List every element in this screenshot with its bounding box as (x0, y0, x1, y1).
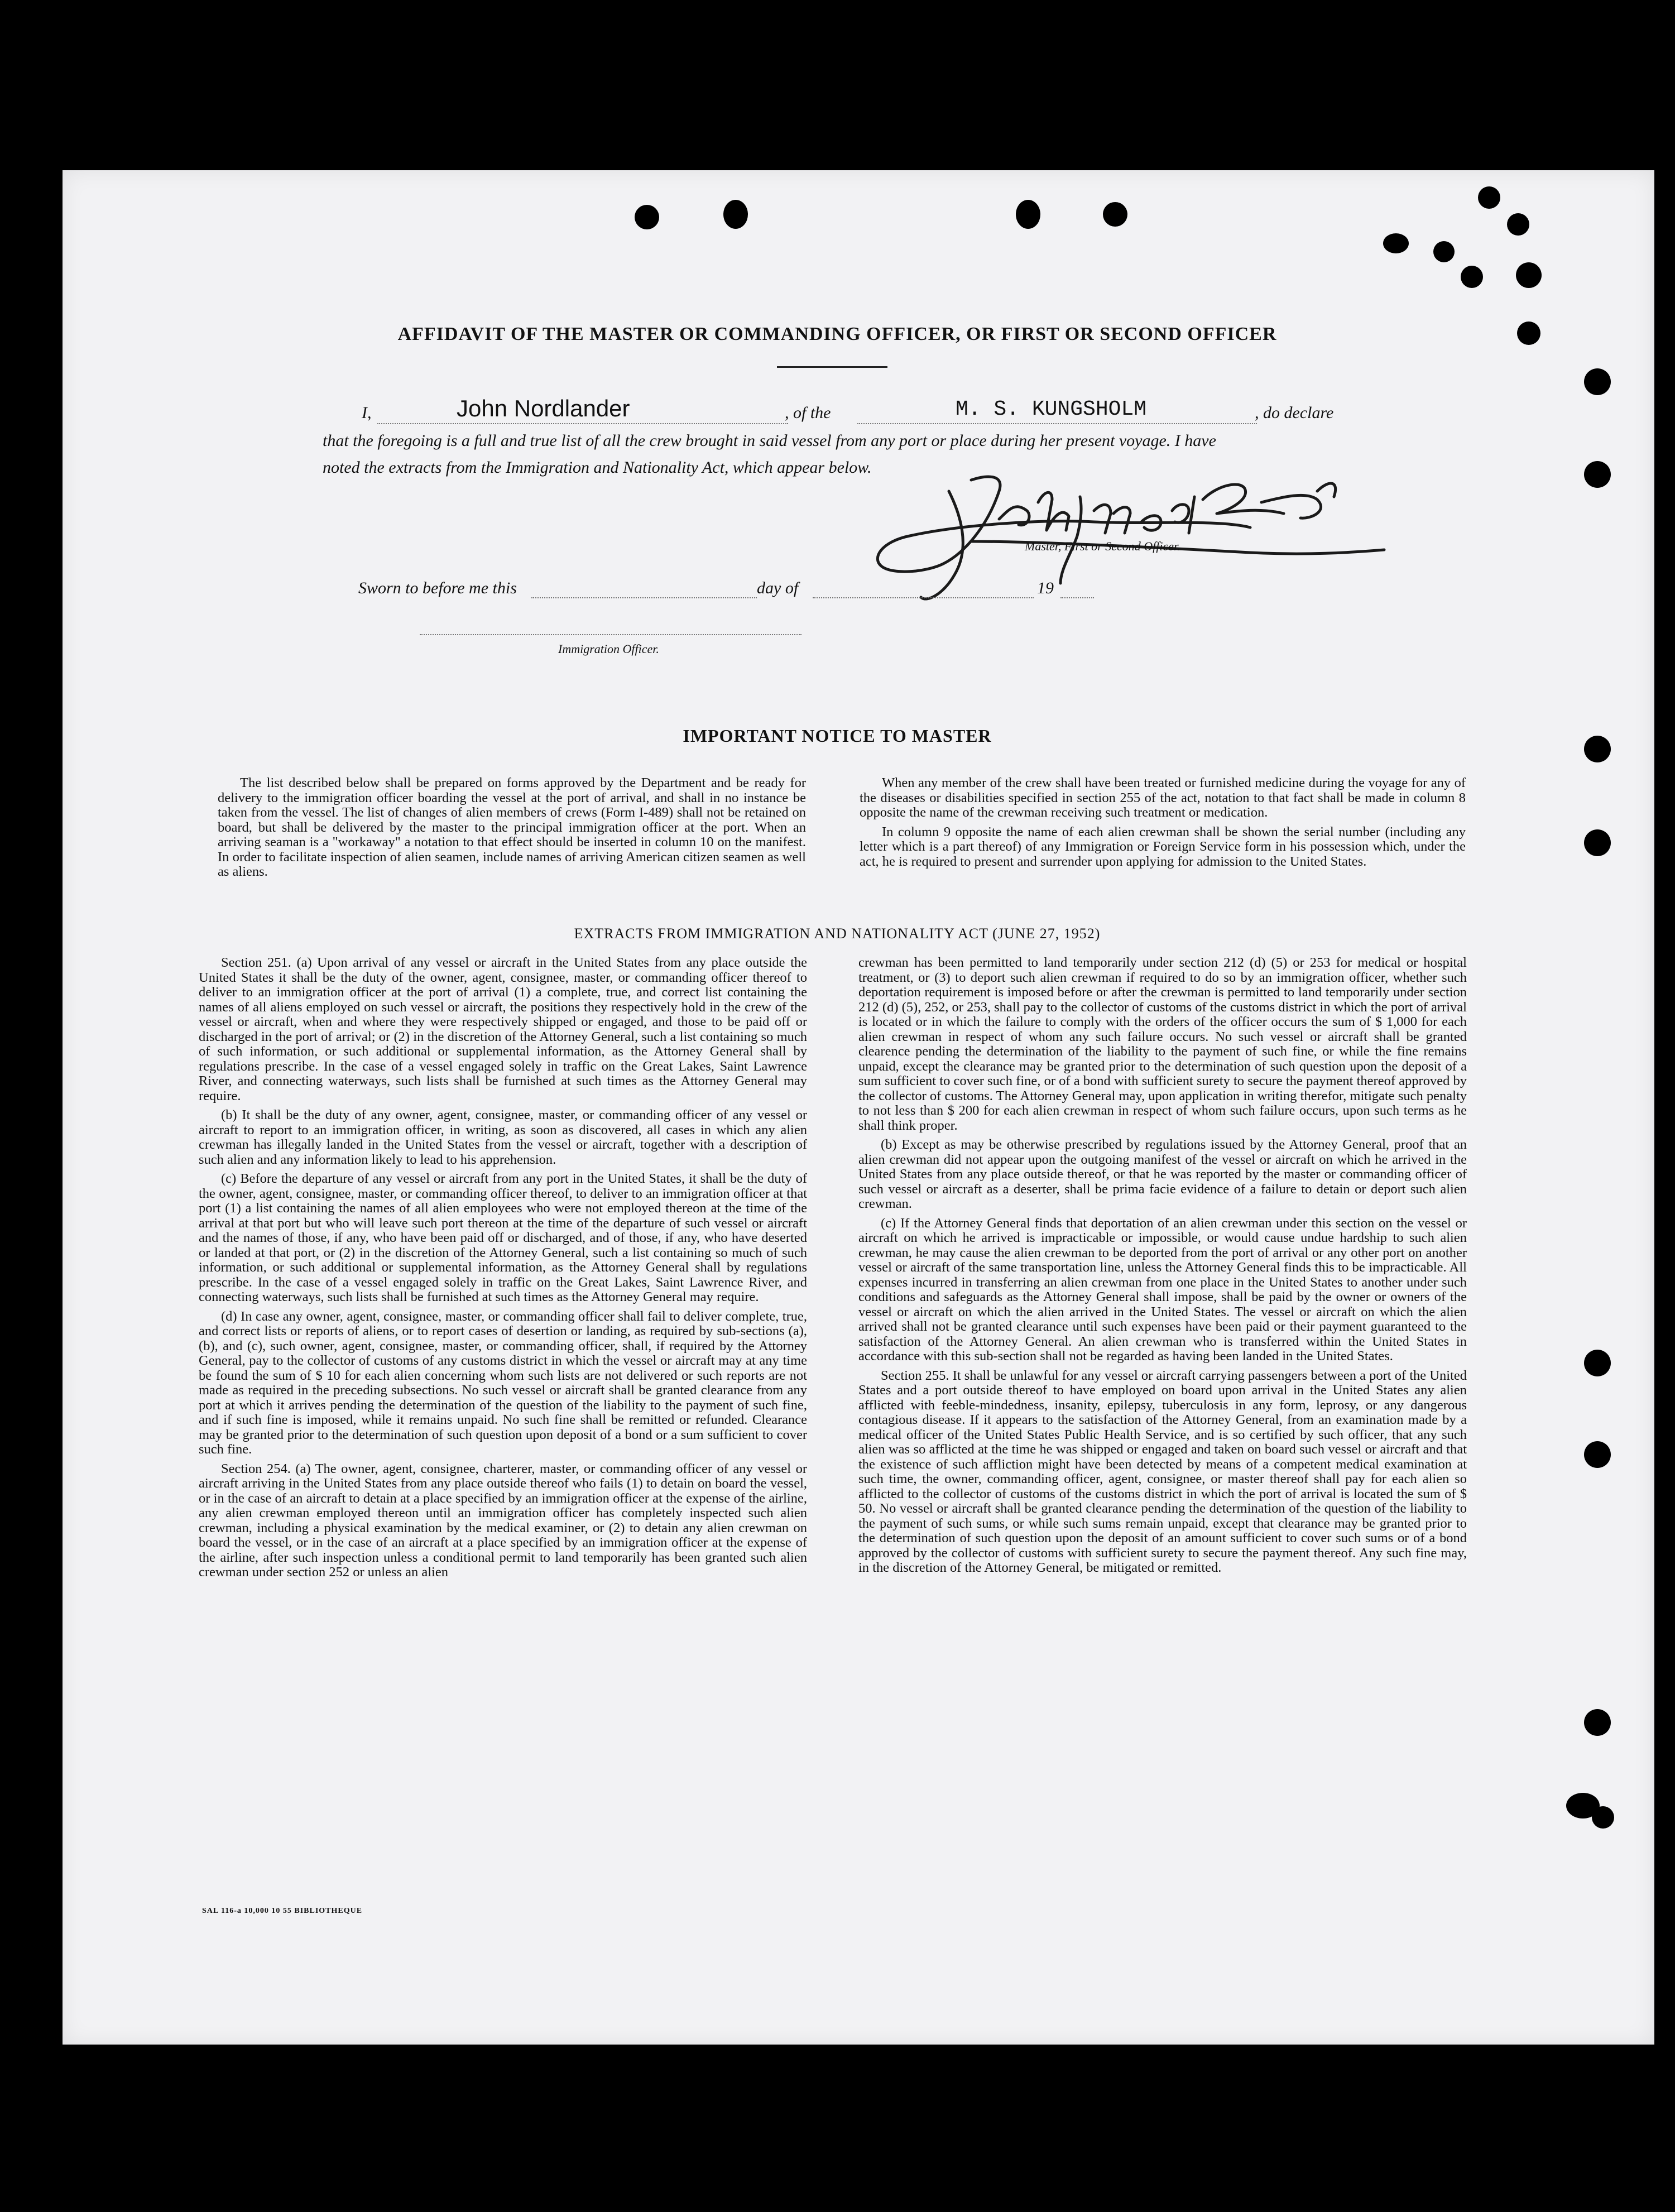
affidavit-title: AFFIDAVIT OF THE MASTER OR COMMANDING OFFICER, OR FIRST OR SECOND OFFICER (397, 324, 1277, 344)
signature-caption: Master, First or Second Officer. (1025, 539, 1180, 553)
punch-hole (1016, 200, 1040, 229)
year-label: 19 (1037, 579, 1054, 597)
punch-hole (1507, 213, 1529, 236)
year-line (1060, 597, 1094, 598)
of-the-label: , of the (785, 404, 831, 422)
title-divider (777, 366, 887, 368)
punch-hole (635, 205, 659, 229)
month-line (813, 597, 1034, 598)
punch-hole (1584, 1709, 1611, 1736)
declaration-line-2: that the foregoing is a full and true list of all the crew brought in said vessel from any port or place during her present voyage. I have (323, 431, 1216, 450)
extract-right-paragraph: (c) If the Attorney General finds that deportation of an alien crewman under this section on the vessel or aircraft on which he arrived is impracticable or impossible, or would cause undue hardship to such alien crewman, he may cause the alien crewman to be deported from the port of arrival or any other port on another vessel or aircraft of the same transportation line, unless the Attorney General finds this to be impracticable. All expenses incurred in transferring an alien crewman from one place in the United States to another under such conditions and safeguards as the Attorney General shall impose, shall be paid by the owner or owners of the vessel or aircraft on which the alien arrived in the United States. The vessel or aircraft on which the alien arrived shall not be granted clearance until such expenses have been paid or their payment guaranteed to the satisfaction of the Attorney General. An alien crewman who is transferred within the United States in accordance with this sub-section shall not be regarded as having been landed in the United States. (858, 1215, 1467, 1364)
notice-left-column (218, 776, 806, 884)
notice-right-paragraph-2: In column 9 opposite the name of each alien crewman shall be shown the serial number (including any letter which is a part thereof) of any Immigration or Foreign Service form in his possession which, under the act, he is required to present and surrender upon applying for admission to the United States. (860, 824, 1466, 869)
punch-hole (1592, 1806, 1614, 1829)
punch-hole (723, 200, 748, 229)
punch-hole (1103, 202, 1127, 227)
form-code: SAL 116-a 10,000 10 55 BIBLIOTHEQUE (202, 1907, 363, 1915)
master-name: John Nordlander (457, 395, 630, 421)
extracts-right-column (858, 956, 1467, 1580)
extract-left-paragraph: Section 251. (a) Upon arrival of any vessel or aircraft in the United States from any place outside the United States it shall be the duty of the owner, agent, consignee, master, or commanding officer thereof to deliver to an immigration officer at the port of arrival (1) a complete, true, and correct list containing the names of all aliens employed on such vessel or aircraft, the positions they respectively hold in the crew of the vessel or aircraft, when and where they were respectively shipped or engaged, and those to be paid off or discharged in the port of arrival; or (2) in the discretion of the Attorney General, such a list containing so much of such information, or such additional or supplemental information, as the Attorney General shall by regulations prescribe. In the case of a vessel engaged solely in traffic on the Great Lakes, Saint Lawrence River, and connecting waterways, such lists shall be furnished at such times as the Attorney General may require. (199, 955, 807, 1103)
punch-hole (1516, 262, 1542, 288)
punch-hole (1383, 233, 1409, 253)
punch-hole (1584, 368, 1611, 395)
i-label: I, (362, 404, 372, 422)
sworn-date-line (531, 597, 757, 598)
punch-hole (1584, 736, 1611, 762)
master-name-line (377, 423, 788, 424)
punch-hole (1433, 241, 1455, 262)
extracts-left-column (199, 956, 807, 1585)
notice-right-paragraph-1: When any member of the crew shall have been treated or furnished medicine during the voyage for any of the diseases or disabilities specified in section 255 of the act, notation to that fact shall be made in column 8 opposite the name of the crewman receiving such treatment or medication. (860, 775, 1466, 820)
day-of-label: day of (757, 579, 799, 597)
notice-right-column (860, 776, 1466, 874)
extract-left-paragraph: Section 254. (a) The owner, agent, consignee, charterer, master, or commanding officer of any vessel or aircraft arriving in the United States from any place outside thereof who fails (1) to detain on board the vessel, or in the case of an aircraft to detain at a place specified by an immigration officer at the expense of the airline, any alien crewman employed thereon until an immigration officer has completely inspected such alien crewman, including a physical examination by the medical examiner, or (2) to detain any alien crewman on board the vessel, or in the case of an aircraft at a place specified by an immigration officer at the expense of the airline, after such inspection unless a conditional permit to land temporarily has been granted such alien crewman under section 252 or unless an alien (199, 1461, 807, 1580)
officer-caption: Immigration Officer. (558, 642, 659, 656)
notice-left-paragraph: The list described below shall be prepared on forms approved by the Department and be ready for delivery to the immigration officer boarding the vessel at the port of arrival, and shall in no instance be taken from the vessel. The list of changes of alien members of crews (Form I-489) shall not be retained on board, but shall be delivered by the master to the principal immigration officer at the port. When an arriving seaman is a "workaway" a notation to that effect should be inserted in column 10 on the manifest. In order to facilitate inspection of alien seamen, include names of arriving American citizen seamen as well as aliens. (218, 775, 806, 879)
master-signature (860, 458, 1418, 614)
punch-hole (1517, 322, 1540, 345)
punch-hole (1584, 829, 1611, 856)
extract-left-paragraph: (d) In case any owner, agent, consignee, master, or commanding officer shall fail to deliver complete, true, and correct lists or reports of aliens, or to report cases of desertion or landing, as required by sub-sections (a), (b), and (c), such owner, agent, consignee, master, or commanding officer, shall, if required by the Attorney General, pay to the collector of customs of any customs district in which the vessel or aircraft may at any time be found the sum of $ 10 for each alien concerning whom such lists are not delivered or such reports are not made as required in the preceding subsections. No such vessel or aircraft shall be granted clearance from any port at which it arrives pending the determination of the question of the liability to the payment of such fine, and if such fine is imposed, while it remains unpaid. No such fine shall be remitted or refunded. Clearance may be granted prior to the determination of such question upon deposit of a bond or a sum sufficient to cover such fine. (199, 1308, 807, 1457)
punch-hole (1584, 1441, 1611, 1468)
extract-left-paragraph: (b) It shall be the duty of any owner, agent, consignee, master, or commanding officer of any vessel or aircraft to report to an immigration officer, in writing, as soon as discovered, all cases in which any alien crewman has illegally landed in the United States from the vessel or aircraft, together with a description of such alien and any information likely to lead to his apprehension. (199, 1107, 807, 1167)
punch-hole (1584, 461, 1611, 488)
punch-hole (1461, 266, 1483, 288)
vessel-line (857, 423, 1257, 424)
extracts-title: EXTRACTS FROM IMMIGRATION AND NATIONALITY ACT (JUNE 27, 1952) (574, 925, 1101, 942)
do-declare-label: , do declare (1255, 404, 1334, 422)
vessel-name: M. S. KUNGSHOLM (956, 397, 1147, 421)
extract-left-paragraph: (c) Before the departure of any vessel or aircraft from any port in the United States, it shall be the duty of the owner, agent, consignee, master, or commanding officer thereof, to deliver to an immigration officer at that port (1) a list containing the names of all alien employees who were not employed thereon at the time of the arrival at that port but who will leave such port thereon at the time of the departure of such vessel or aircraft and the names of those, if any, who have been paid off or discharged, and of those, if any, who have deserted or landed at that port, or (2) in the discretion of the Attorney General, such a list containing so much of such information, or such additional or supplemental information, as the Attorney General shall by regulations prescribe. In the case of a vessel engaged solely in traffic on the Great Lakes, Saint Lawrence River, and connecting waterways, such lists shall be furnished at such times as the Attorney General may require. (199, 1171, 807, 1304)
officer-signature-line (420, 634, 801, 635)
declaration-line-3: noted the extracts from the Immigration and Nationality Act, which appear below. (323, 458, 872, 477)
punch-hole (1478, 186, 1500, 209)
extract-right-paragraph: crewman has been permitted to land temporarily under section 212 (d) (5) or 253 for medical or hospital treatment, or (3) to deport such alien crewman if required to do so by an immigration officer, whether such deportation requirement is imposed before or after the crewman is permitted to land temporarily under section 212 (d) (5), 252, or 253, shall pay to the collector of customs of the customs district in which the port of arrival is located or in which the failure to comply with the orders of the officer occurs the sum of $ 1,000 for each alien crewman in respect of whom any such failure occurs. No such vessel or aircraft shall be granted clearence pending the determination of the liability to the payment of such fine, or while the fine remains unpaid, except the clearance may be granted prior to the determination of such question upon the deposit of a sum sufficient to cover such fine, or of a bond with sufficient surety to secure the payment thereof approved by the collector of customs. The Attorney General may, upon application in writing therefor, mitigate such penalty to not less than $ 200 for each alien crewman in respect of whom such failure occurs, upon such terms as he shall think proper. (858, 955, 1467, 1133)
notice-title: IMPORTANT NOTICE TO MASTER (683, 726, 992, 746)
sworn-label: Sworn to before me this (358, 579, 517, 597)
extract-right-paragraph: (b) Except as may be otherwise prescribed by regulations issued by the Attorney General, proof that an alien crewman did not appear upon the outgoing manifest of the vessel or aircraft on which he arrived in the United States from any place outside thereof, or that he was reported by the master or commanding officer of such vessel or aircraft as a deserter, shall be prima facie evidence of a failure to detain or deport such alien crewman. (858, 1137, 1467, 1211)
punch-hole (1584, 1350, 1611, 1376)
extract-right-paragraph: Section 255. It shall be unlawful for any vessel or aircraft carrying passengers between a port of the United States and a port outside thereof to have employed on board upon arrival in the United States any alien afflicted with feeble-mindedness, insanity, epilepsy, tuberculosis in any form, leprosy, or any dangerous contagious disease. If it appears to the satisfaction of the Attorney General, from an examination made by a medical officer of the United States Public Health Service, and is so certified by such officer, that any such alien was so afflicted at the time he was shipped or engaged and taken on board such vessel or aircraft and that the existence of such affliction might have been detected by means of a competent medical examination at such time, the owner, commanding officer, agent, consignee, or master thereof shall pay for each alien so afflicted to the collector of customs of the customs district in which the port of arrival is located the sum of $ 50. No vessel or aircraft shall be granted clearance pending the determination of the question of the liability to the payment of such sums, or while such sums remain unpaid, except that clearance may be granted prior to the determination of such question upon the deposit of an amount sufficient to cover such sums or of a bond approved by the collector of customs with sufficient surety to secure the payment thereof. Any such fine may, in the discretion of the Attorney General, be mitigated or remitted. (858, 1367, 1467, 1575)
